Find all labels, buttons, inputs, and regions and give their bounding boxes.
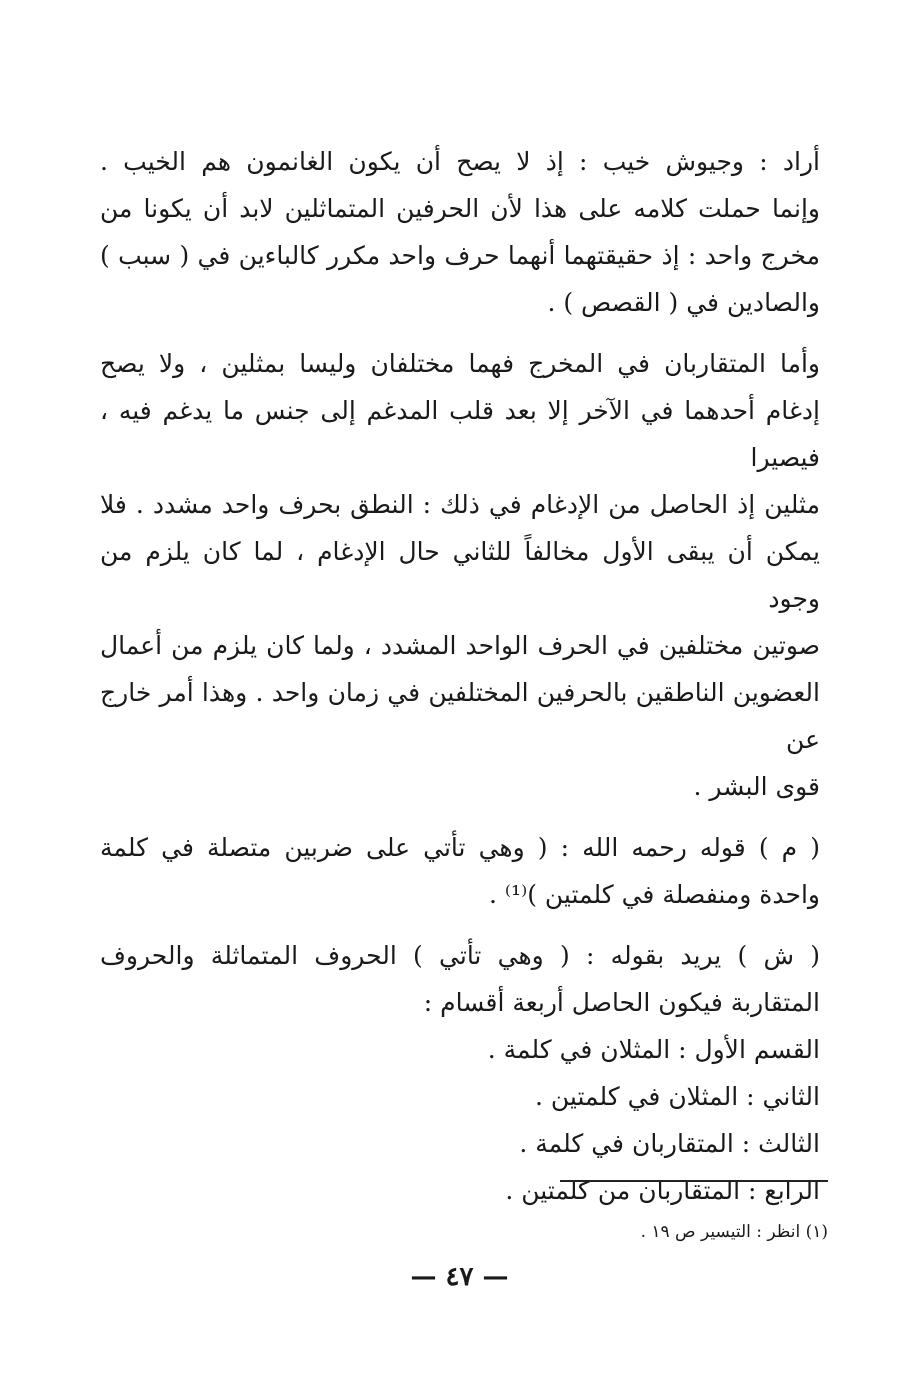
text-line: إدغام أحدهما في الآخر إلا بعد قلب المدغم إلى جنس ما يدغم فيه ، فيصيرا [100, 396, 820, 472]
text-line: قوى البشر . [693, 772, 820, 801]
body-text [100, 138, 820, 1214]
text-line: والصادين في ( القصص ) . [547, 288, 820, 317]
text-line: المتقاربة فيكون الحاصل أربعة أقسام : [423, 988, 820, 1017]
text-line: مثلين إذ الحاصل من الإدغام في ذلك : النطق بحرف واحد مشدد . فلا [100, 490, 820, 519]
page-number: — ٤٧ — [410, 1262, 509, 1292]
list-item: الرابع : المتقاربان من كلمتين . [505, 1176, 820, 1205]
text-line: وأما المتقاربان في المخرج فهما مختلفان وليسا بمثلين ، ولا يصح [100, 349, 820, 378]
text-line: صوتين مختلفين في الحرف الواحد المشدد ، ولما كان يلزم من أعمال [100, 631, 820, 660]
paragraph-1 [100, 138, 820, 326]
list-item: الثاني : المثلان في كلمتين . [535, 1082, 820, 1111]
text-line: أراد : وجيوش خيب : إذ لا يصح أن يكون الغانمون هم الخيب . [100, 147, 820, 176]
text-line: العضوين الناطقين بالحرفين المختلفين في زمان واحد . وهذا أمر خارج عن [100, 678, 820, 754]
text-line: وإنما حملت كلامه على هذا لأن الحرفين المتماثلين لابد أن يكونا من [100, 194, 820, 223]
paragraph-2 [100, 340, 820, 810]
text-line: واحدة ومنفصلة في كلمتين )⁽¹⁾ . [488, 880, 820, 909]
list-item: القسم الأول : المثلان في كلمة . [487, 1035, 820, 1064]
footnote: (١) انظر : التيسير ص ١٩ . [640, 1222, 828, 1242]
text-line: يمكن أن يبقى الأول مخالفاً للثاني حال الإدغام ، لما كان يلزم من وجود [100, 537, 820, 613]
paragraph-4 [100, 932, 820, 1026]
footnote-divider [560, 1180, 828, 1182]
paragraph-3 [100, 824, 820, 918]
list-item: الثالث : المتقاربان في كلمة . [519, 1129, 820, 1158]
text-line: ( م ) قوله رحمه الله : ( وهي تأتي على ضربين متصلة في كلمة [100, 833, 820, 862]
text-line: ( ش ) يريد بقوله : ( وهي تأتي ) الحروف المتماثلة والحروف [100, 941, 820, 970]
sections-list [100, 1026, 820, 1214]
text-line: مخرج واحد : إذ حقيقتهما أنهما حرف واحد مكرر كالباءين في ( سبب ) [100, 241, 820, 270]
